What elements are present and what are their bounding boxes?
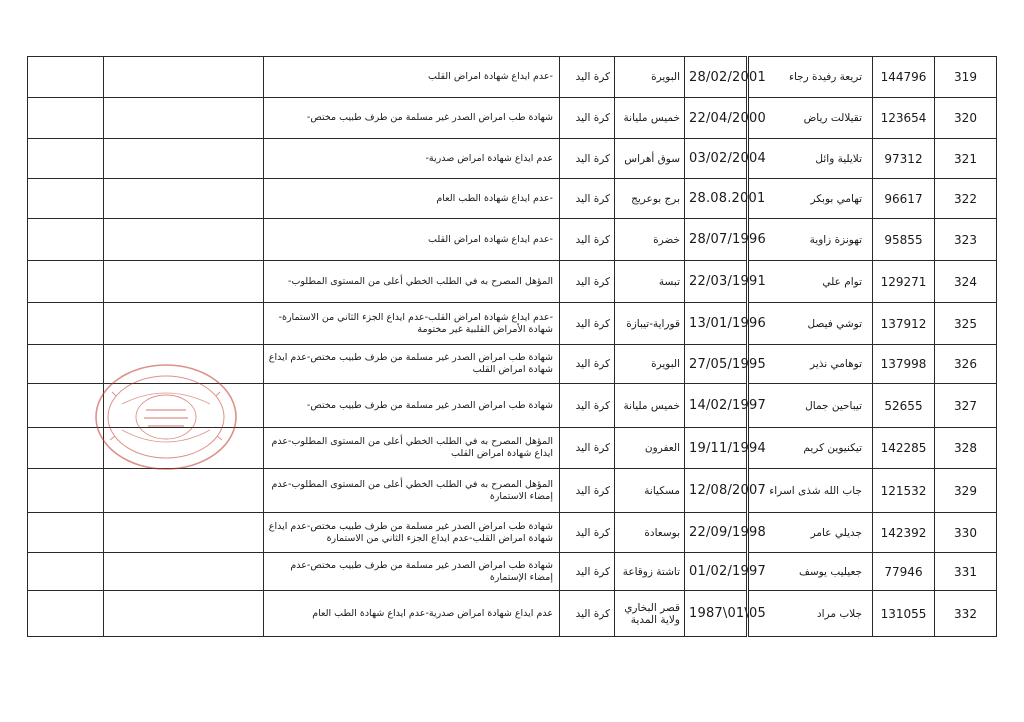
row-number-cell: 319 [935,57,997,98]
blank-cell [104,179,264,219]
blank-cell [28,57,104,98]
name-cell: تيباحين جمال [749,384,873,428]
birthdate-cell: 1987\01\05 [685,591,747,637]
id-cell: 95855 [873,219,935,261]
name-cell: تلايلية وائل [749,139,873,179]
birthdate-cell: 03/02/2004 [685,139,747,179]
birthdate-cell: 12/08/2007 [685,469,747,513]
birthplace-cell: البويرة [615,345,685,384]
birthdate-cell: 22/04/2000 [685,98,747,139]
observation-cell: عدم ايداع شهادة امراض صدرية-عدم ايداع شهادة الطب العام [264,591,560,637]
blank-cell [104,553,264,591]
id-cell: 52655 [873,384,935,428]
id-cell: 121532 [873,469,935,513]
blank-cell [28,261,104,303]
table-row [28,57,997,98]
table-row [28,591,997,637]
blank-cell [28,219,104,261]
observation-cell: المؤهل المصرح به في الطلب الخطي أعلى من المستوى المطلوب-عدم ايداع شهادة امراض القلب [264,428,560,469]
table-row [28,513,997,553]
birthdate-cell: 19/11/1994 [685,428,747,469]
id-cell: 142392 [873,513,935,553]
observation-cell: المؤهل المصرح به في الطلب الخطي أعلى من المستوى المطلوب-عدم إمضاء الاستمارة [264,469,560,513]
sport-cell: كرة اليد [560,428,615,469]
blank-cell [104,261,264,303]
birthplace-cell: مسكيانة [615,469,685,513]
observation-cell: -عدم ايداع شهادة امراض القلب [264,219,560,261]
blank-cell [104,428,264,469]
sport-cell: كرة اليد [560,384,615,428]
birthplace-cell: تاشتة زوقاعة [615,553,685,591]
name-cell: توشي فيصل [749,303,873,345]
table-row [28,428,997,469]
birthplace-cell: بوسعادة [615,513,685,553]
id-cell: 96617 [873,179,935,219]
name-cell: جعيليب يوسف [749,553,873,591]
row-number-cell: 330 [935,513,997,553]
observation-cell: شهادة طب امراض الصدر غير مسلمة من طرف طبيب مختص-عدم إمضاء الإستمارة [264,553,560,591]
birthdate-cell: 22/09/1998 [685,513,747,553]
blank-cell [28,591,104,637]
sport-cell: كرة اليد [560,219,615,261]
blank-cell [28,98,104,139]
birthdate-cell: 13/01/1996 [685,303,747,345]
blank-cell [28,384,104,428]
name-cell: توهامي نذير [749,345,873,384]
table-row [28,98,997,139]
row-number-cell: 329 [935,469,997,513]
blank-cell [104,98,264,139]
sport-cell: كرة اليد [560,98,615,139]
table-row [28,139,997,179]
birthplace-cell: برج بوعريج [615,179,685,219]
blank-cell [104,469,264,513]
row-number-cell: 325 [935,303,997,345]
name-cell: تهامي بوبكر [749,179,873,219]
row-number-cell: 328 [935,428,997,469]
name-cell: جاب الله شذى اسراء [749,469,873,513]
row-number-cell: 320 [935,98,997,139]
id-cell: 123654 [873,98,935,139]
blank-cell [28,179,104,219]
candidates-table [27,56,997,637]
birthplace-cell: قصر البخاري ولاية المدية [615,591,685,637]
sport-cell: كرة اليد [560,345,615,384]
name-cell: تقيلالت رياض [749,98,873,139]
table-row [28,469,997,513]
observation-cell: -عدم ايداع شهادة امراض القلب-عدم ايداع الجزء الثاني من الاستمارة-شهادة الأمراض القلبية غير مختومة [264,303,560,345]
birthplace-cell: سوق أهراس [615,139,685,179]
birthdate-cell: 28/02/2001 [685,57,747,98]
name-cell: جلاب مراد [749,591,873,637]
birthplace-cell: البويرة [615,57,685,98]
name-cell: توام علي [749,261,873,303]
blank-cell [104,345,264,384]
table-row [28,179,997,219]
row-number-cell: 327 [935,384,997,428]
row-number-cell: 322 [935,179,997,219]
name-cell: تهونزة زاوية [749,219,873,261]
observation-cell: شهادة طب امراض الصدر غير مسلمة من طرف طبيب مختص- [264,98,560,139]
observation-cell: -عدم ايداع شهادة امراض القلب [264,57,560,98]
sport-cell: كرة اليد [560,57,615,98]
row-number-cell: 326 [935,345,997,384]
blank-cell [104,303,264,345]
birthdate-cell: 28/07/1996 [685,219,747,261]
row-number-cell: 331 [935,553,997,591]
blank-cell [104,513,264,553]
observation-cell: -عدم ايداع شهادة الطب العام [264,179,560,219]
blank-cell [104,384,264,428]
id-cell: 131055 [873,591,935,637]
table-row [28,219,997,261]
blank-cell [104,57,264,98]
birthplace-cell: تبسة [615,261,685,303]
blank-cell [28,139,104,179]
blank-cell [28,513,104,553]
sport-cell: كرة اليد [560,179,615,219]
sport-cell: كرة اليد [560,591,615,637]
name-cell: تيكنيوين كريم [749,428,873,469]
blank-cell [104,591,264,637]
row-number-cell: 324 [935,261,997,303]
birthplace-cell: خميس مليانة [615,98,685,139]
table-row [28,345,997,384]
name-cell: جديلي عامر [749,513,873,553]
id-cell: 137912 [873,303,935,345]
id-cell: 144796 [873,57,935,98]
observation-cell: شهادة طب امراض الصدر غير مسلمة من طرف طبيب مختص- [264,384,560,428]
observation-cell: المؤهل المصرح به في الطلب الخطي أعلى من المستوى المطلوب- [264,261,560,303]
birthdate-cell: 01/02/1997 [685,553,747,591]
table-row [28,384,997,428]
table-row [28,303,997,345]
observation-cell: شهادة طب امراض الصدر غير مسلمة من طرف طبيب مختص-عدم ايداع شهادة امراض القلب [264,345,560,384]
id-cell: 142285 [873,428,935,469]
birthplace-cell: خميس مليانة [615,384,685,428]
name-cell: تريعة رفيدة رجاء [749,57,873,98]
table-row [28,553,997,591]
id-cell: 129271 [873,261,935,303]
row-number-cell: 332 [935,591,997,637]
table-row [28,261,997,303]
birthdate-cell: 27/05/1995 [685,345,747,384]
row-number-cell: 321 [935,139,997,179]
birthdate-cell: 22/03/1991 [685,261,747,303]
blank-cell [104,139,264,179]
sport-cell: كرة اليد [560,513,615,553]
birthplace-cell: خضرة [615,219,685,261]
blank-cell [28,303,104,345]
observation-cell: عدم ايداع شهادة امراض صدرية- [264,139,560,179]
sport-cell: كرة اليد [560,139,615,179]
sport-cell: كرة اليد [560,553,615,591]
birthdate-cell: 28.08.2001 [685,179,747,219]
blank-cell [28,553,104,591]
id-cell: 97312 [873,139,935,179]
sport-cell: كرة اليد [560,261,615,303]
id-cell: 77946 [873,553,935,591]
blank-cell [28,345,104,384]
blank-cell [28,469,104,513]
blank-cell [104,219,264,261]
row-number-cell: 323 [935,219,997,261]
blank-cell [28,428,104,469]
id-cell: 137998 [873,345,935,384]
table-body [28,57,997,637]
sport-cell: كرة اليد [560,303,615,345]
birthdate-cell: 14/02/1997 [685,384,747,428]
birthplace-cell: قوراية-تيبازة [615,303,685,345]
observation-cell: شهادة طب امراض الصدر غير مسلمة من طرف طبيب مختص-عدم ايداع شهادة امراض القلب-عدم ايداع الجزء الثاني من الاستمارة [264,513,560,553]
sport-cell: كرة اليد [560,469,615,513]
birthplace-cell: العفرون [615,428,685,469]
